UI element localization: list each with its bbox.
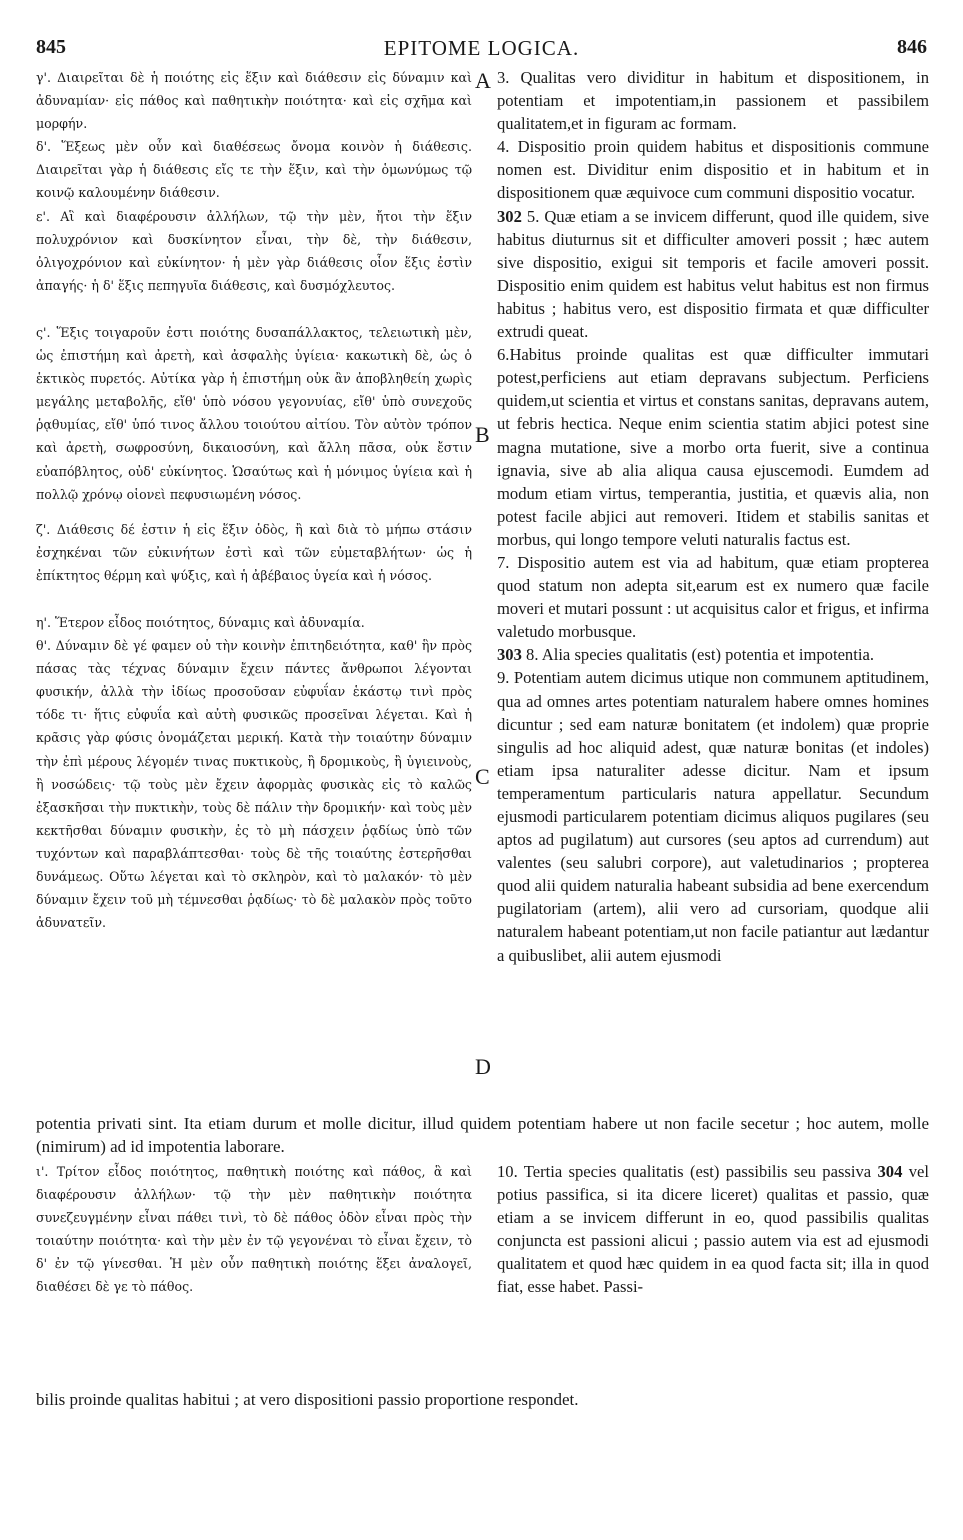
latin-paragraph-3: 3. Qualitas vero dividitur in habitum et dispositionem, in potentiam et impotentiam,in passionem et passibilem qualitatem,et in figuram ac formam.	[497, 68, 929, 134]
latin-paragraph-10-continuation: bilis proinde qualitas habitui ; at vero dispositioni passio proportione respondet.	[36, 1390, 579, 1409]
latin-paragraph-8: 303 8. Alia species qualitatis (est) potentia et impotentia.	[497, 645, 874, 665]
latin-paragraph-9: 9. Potentiam autem dicimus utique non communem aptitudinem, qua ad omnes artes potentiam naturalem habere omnes homines dicuntur ; sed eam naturæ bonitatem (et indolem) quæ proprie singulis ad hoc aliquid adest, quæ naturæ bonitas (et indoles) etiam ipsa naturaliter adesse dicitur. Nam et ipsum temperamentum particularis natura appellatur. Secundum ejusmodi particularem potentiam dicimus aliquos pugilares (seu aptos ad pugilatum) aut cursores (seu aptos ad currendum) aut valentes (seu salubri corpore), aut valetudinarios ; propterea quod alii quidem naturalia habeant subsidia ad bene exercendum pugilatoriam (artem), alii vero ad cursoriam, quodque alii naturalem habeant potentiam,ut non facile patiantur aut lædantur a quibuslibet, alii autem ejusmodi	[497, 668, 929, 965]
latin-paragraph-7: 7. Dispositio autem est via ad habitum, quæ etiam propterea quod statum non adepta sit,earum est ex numero quæ facile moveri et mutari possunt : ut acquisitus calor et frigus, et infirma valetudo morbusque.	[497, 552, 929, 642]
page-title: EPITOME LOGICA.	[383, 36, 580, 60]
greek-paragraph-8: η'. Ἕτερον εἶδος ποιότητος, δύναμις καὶ ἀδυναμία.	[36, 614, 365, 630]
latin-paragraph-10: 10. Tertia species qualitatis (est) passibilis seu passiva 304 vel potius passifica, si ita dicere liceret) qualitas et passio, quæ etiam a se invicem differunt in eo, quod passibilis qualitas conjuncta est passioni alicui ; passio autem via est ad ejusmodi qualitatem et quod hæc quidem in ea quod facta sit; illa in quod fiat, esse habet. Passi-	[497, 1162, 929, 1297]
column-number-303: 303	[497, 645, 522, 665]
greek-paragraph-3: γ'. Διαιρεῖται δὲ ἡ ποιότης εἰς ἕξιν καὶ διάθεσιν εἰς δύναμιν καὶ ἀδυναμίαν· εἰς πάθος καὶ παθητικὴν ποιότητα· καὶ εἰς σχῆμα καὶ μορφήν.	[36, 70, 472, 132]
latin-paragraph-4: 4. Dispositio proin quidem habitus et dispositionis commune nomen est. Dividitur enim dispositio et in habitum et in dispositionem quæ æquivoce cum communi dispositio vocatur.	[497, 137, 929, 203]
latin-paragraph-9-continuation: potentia privati sint. Ita etiam durum et molle dicitur, illud quidem potentiam habere ut non facile secetur ; hoc autem, molle (nimirum) ad id impotentia laborare.	[36, 1114, 929, 1156]
latin-column-upper	[497, 66, 929, 967]
section-marker-a: A	[475, 68, 491, 93]
greek-column-lower	[36, 1160, 472, 1299]
greek-paragraph-10: ι'. Τρίτον εἶδος ποιότητος, παθητικὴ ποιότης καὶ πάθος, ἃ καὶ διαφέρουσιν ἀλλήλων· τῷ τὴν μὲν παθητικὴν ποιότητα συνεζευγμένην εἶναι πάθει τινὶ, τὸ δὲ πάθος ὁδὸν εἶναι πρὸς τὴν τοιαύτην ποιότητα· καὶ τὴν μὲν ἐν τῷ γεγονέναι τὸ εἶναι ἔχειν, τὸ δ' ἐν τῷ γίνεσθαι. Ἡ μὲν οὖν παθητικὴ ποιότης ἕξει ἀναλογεῖ, διαθέσει δὲ γε τὸ πάθος.	[36, 1164, 472, 1295]
greek-paragraph-4: δ'. Ἕξεως μὲν οὖν καὶ διαθέσεως ὄνομα κοινὸν ἡ διάθεσις. Διαιρεῖται γὰρ ἡ διάθεσις εἴς τε τὴν ἕξιν, καὶ τὴν ὁμωνύμως τῷ κοινῷ καλουμένην διάθεσιν.	[36, 139, 472, 201]
latin-column-lower	[497, 1160, 929, 1299]
column-number-right: 846	[897, 36, 927, 58]
greek-paragraph-6: ς'. Ἕξις τοιγαροῦν ἐστι ποιότης δυσαπάλλακτος, τελειωτικὴ μὲν, ὡς ἐπιστήμη καὶ ἀρετὴ, καὶ ἀσφαλὴς ὑγίεια· κακωτικὴ δὲ, ὡς ὁ ἑκτικὸς πυρετός. Αὐτίκα γὰρ ἡ ἐπιστήμη οὐκ ἂν ἀποβληθείη χωρὶς μεγάλης μεταβολῆς, εἴθ' ὑπὸ νόσου γεγονυίας, εἴθ' ὑπὸ συνεχοῦς ῥᾳθυμίας, εἴθ' ὑπό τινος ἄλλου τοιούτου αἰτίου. Τὸν αὐτὸν τρόπον καὶ ἀρετὴ, σωφροσύνη, δικαιοσύνη, καὶ ἄλλη πᾶσα, οὐκ ἔστιν εὐαπόβλητος, οὐδ' εὐκίνητος. Ὡσαύτως καὶ ἡ μόνιμος ὑγίεια καὶ ἡ πολλῷ χρόνῳ οἱονεὶ πεφυσιωμένη νόσος.	[36, 324, 472, 502]
column-number-304: 304	[877, 1162, 903, 1181]
column-number-302: 302	[497, 206, 522, 226]
greek-column-upper	[36, 66, 472, 934]
greek-paragraph-5: ε'. Αἳ καὶ διαφέρουσιν ἀλλήλων, τῷ τὴν μὲν, ἤτοι τὴν ἕξιν πολυχρόνιον καὶ δυσκίνητον εἶναι, τὴν δὲ, τὴν διάθεσιν, ὀλιγοχρόνιον καὶ εὐκίνητον· ἡ μὲν γὰρ διάθεσις οἷον ἕξις ἐστὶν ἀπαγής· ἡ δ' ἕξις πεπηγυῖα διάθεσις, καὶ δυσμόχλευτος.	[36, 208, 472, 293]
section-marker-c: C	[475, 764, 490, 789]
latin-paragraph-6: 6.Habitus proinde qualitas est quæ difficulter immutari potest,perficiens aut etiam depravans subjectum. Perficiens quidem,ut scientia et virtus et constans sanitas, depravans autem, ut febris hectica. Neque enim scientia statim abjici potest sine magna mutatione, sive a morbo orta fuerit, sive a continua ignavia, sive ab alia aliqua causa ejuscemodi. Eumdem ad modum etiam virtus, temperantia, justitia, et quævis alia, non potest facile abjici aut removeri. Itidem et stabilis sanitas et morbus, qui longo tempore veluti naturalis factus est.	[497, 345, 929, 549]
greek-paragraph-9: θ'. Δύναμιν δὲ γέ φαμεν οὐ τὴν κοινὴν ἐπιτηδειότητα, καθ' ἣν πρὸς πάσας τὰς τέχνας δύναμιν ἔχειν πάντες ἄνθρωποι λέγονται φυσικήν, ἀλλὰ τὴν ἰδίως προσοῦσαν εὐφυΐαν ἑκάστῳ τινὶ πρὸς τόδε τι· ἥτις εὐφυΐα καὶ αὐτὴ φυσικῶς προσεῖναι λέγεται. Καὶ ἡ κρᾶσις γὰρ φύσις ὀνομάζεται μερική. Κατὰ τὴν τοιαύτην δύναμιν τὴν ἐπὶ μέρους λέγομέν τινας πυκτικοὺς, ἢ δρομικοὺς, ἢ ὑγιεινοὺς, ἢ νοσώδεις· τῷ τοὺς μὲν ἔχειν ἀφορμὰς φυσικὰς εἰς τὸ καλῶς ἐξασκῆσαι τὴν πυκτικὴν, τοὺς δὲ πάλιν τὴν δρομικήν· καὶ τοὺς μὲν κεκτῆσθαι δύναμιν φυσικὴν, ἐς τὸ μὴ πάσχειν ῥᾳδίως ὑπὸ τῶν τυχόντων καὶ παραβλάπτεσθαι· τοὺς δὲ τῆς τοιαύτης ἐστερῆσθαι δυνάμεως. Οὕτω λέγεται καὶ τὸ σκληρὸν, καὶ τὸ μαλακόν· τὸ μὲν δύναμιν ἔχειν τοῦ μὴ τέμνεσθαι ῥᾳδίως· τὸ δὲ μαλακὸν πρὸς τοῦτο ἀδυνατεῖν.	[36, 638, 472, 931]
section-marker-b: B	[475, 422, 490, 447]
greek-paragraph-7: ζ'. Διάθεσις δέ ἐστιν ἡ εἰς ἕξιν ὁδὸς, ἢ καὶ διὰ τὸ μήπω στάσιν ἐσχηκέναι τῶν εὐκινήτων ἐστὶ καὶ τῶν εὐμεταβλήτων· ὡς ἡ ἐπίκτητος θέρμη καὶ ψύξις, καὶ ἡ ἀβέβαιος ὑγεία καὶ ἡ νόσος.	[36, 521, 472, 583]
section-marker-d: D	[475, 1054, 491, 1079]
column-number-left: 845	[36, 36, 66, 58]
latin-paragraph-5: 302 5. Quæ etiam a se invicem differunt, quod ille quidem, sive habitus diuturnus sit et difficulter amoveri possit ; hæc autem sive dispositio, exigui sit temporis et facile amoveri possit. Dispositio enim quidem est habitus velut habitus est non firmus habitus ; habitus vero, est dispositio firmata et quæ difficulter extrudi queat.	[497, 206, 929, 342]
